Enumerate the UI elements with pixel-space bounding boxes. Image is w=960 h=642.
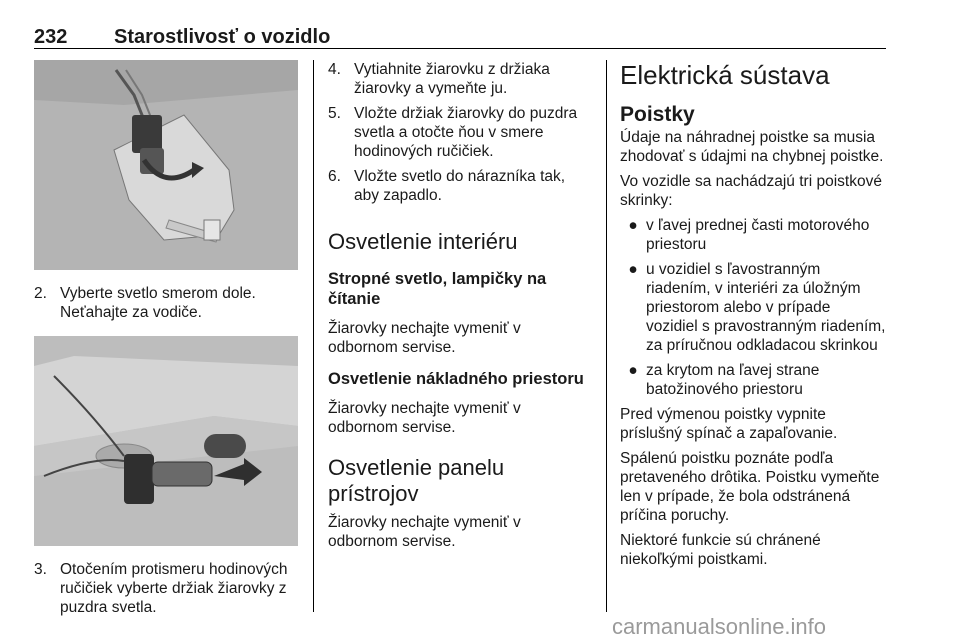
step-text: Vyberte svetlo smerom dole. Neťahajte za vodiče. [60, 285, 256, 321]
step-text: Vložte držiak žiarovky do puzdra svetla a otočte ňou v smere hodinových ručičiek. [354, 105, 578, 160]
page-number: 232 [34, 26, 68, 48]
page-header [34, 26, 886, 54]
step-4 [328, 60, 592, 98]
instrument-panel-heading: Osvetlenie panelu prístrojov [328, 455, 505, 506]
fuse-boxes-intro: Vo vozidle sa nachádzajú tri poistkové skrinky: [620, 173, 882, 209]
step-text: Vložte svetlo do nárazníka tak, aby zapadlo. [354, 168, 566, 204]
list-item [620, 260, 886, 355]
lamp-removal-illustration [34, 60, 298, 270]
header-rule [34, 48, 886, 49]
switch-off-text: Pred výmenou poistky vypnite príslušný spínač a zapaľovanie. [620, 406, 838, 442]
list-item [620, 216, 886, 254]
step-number: 3. [34, 561, 47, 578]
chapter-title: Starostlivosť o vozidlo [114, 26, 331, 48]
cargo-light-text: Žiarovky nechajte vymeniť v odbornom servise. [328, 400, 521, 436]
step-3 [34, 560, 298, 617]
step-text: Otočením protismeru hodinových ručičiek vyberte držiak žiarovky z puzdra svetla. [60, 561, 288, 616]
list-item-text: v ľavej prednej časti motorového priestoru [646, 217, 870, 253]
ceiling-light-text: Žiarovky nechajte vymeniť v odbornom servise. [328, 320, 521, 356]
step-number: 6. [328, 168, 341, 185]
electrical-system-heading: Elektrická sústava [620, 60, 830, 90]
step-5 [328, 104, 592, 161]
column-divider [606, 60, 607, 612]
step-2 [34, 284, 298, 322]
list-item [620, 361, 886, 399]
left-column [34, 60, 298, 617]
step-number: 2. [34, 285, 47, 302]
bullet-icon: ● [628, 362, 638, 379]
middle-column [328, 60, 592, 551]
fuse-rating-text: Údaje na náhradnej poistke sa musia zhodovať s údajmi na chybnej poistke. [620, 129, 884, 165]
step-text: Vytiahnite žiarovku z držiaka žiarovky a vymeňte ju. [354, 61, 550, 97]
bulb-holder-illustration [34, 336, 298, 546]
step-6 [328, 167, 592, 205]
bulb-holder-figure [34, 336, 298, 546]
list-item-text: u vozidiel s ľavostranným riadením, v interiéri za úložným priestorom alebo v prípade vozidiel s pravostranným riadením, za príručnou odkladacou skrinkou [646, 261, 886, 354]
right-column [620, 60, 886, 569]
ceiling-light-heading: Stropné svetlo, lampičky na čítanie [328, 270, 547, 308]
list-item-text: za krytom na ľavej strane batožinového priestoru [646, 362, 820, 398]
watermark: carmanualsonline.info [612, 614, 827, 639]
bullet-icon: ● [628, 261, 638, 278]
interior-lighting-heading: Osvetlenie interiéru [328, 229, 518, 254]
multiple-fuses-text: Niektoré funkcie sú chránené niekoľkými poistkami. [620, 532, 821, 568]
blown-fuse-text: Spálenú poistku poznáte podľa pretaveného drôtika. Poistku vymeňte len v prípade, že bola odstránená príčina poruchy. [620, 450, 880, 524]
instrument-panel-text: Žiarovky nechajte vymeniť v odbornom servise. [328, 514, 521, 550]
cargo-light-heading: Osvetlenie nákladného priestoru [328, 370, 584, 388]
step-number: 4. [328, 61, 341, 78]
step-number: 5. [328, 105, 341, 122]
license-plate-light-figure [34, 60, 298, 270]
fuses-heading: Poistky [620, 103, 695, 126]
column-divider [313, 60, 314, 612]
bullet-icon: ● [628, 217, 638, 234]
